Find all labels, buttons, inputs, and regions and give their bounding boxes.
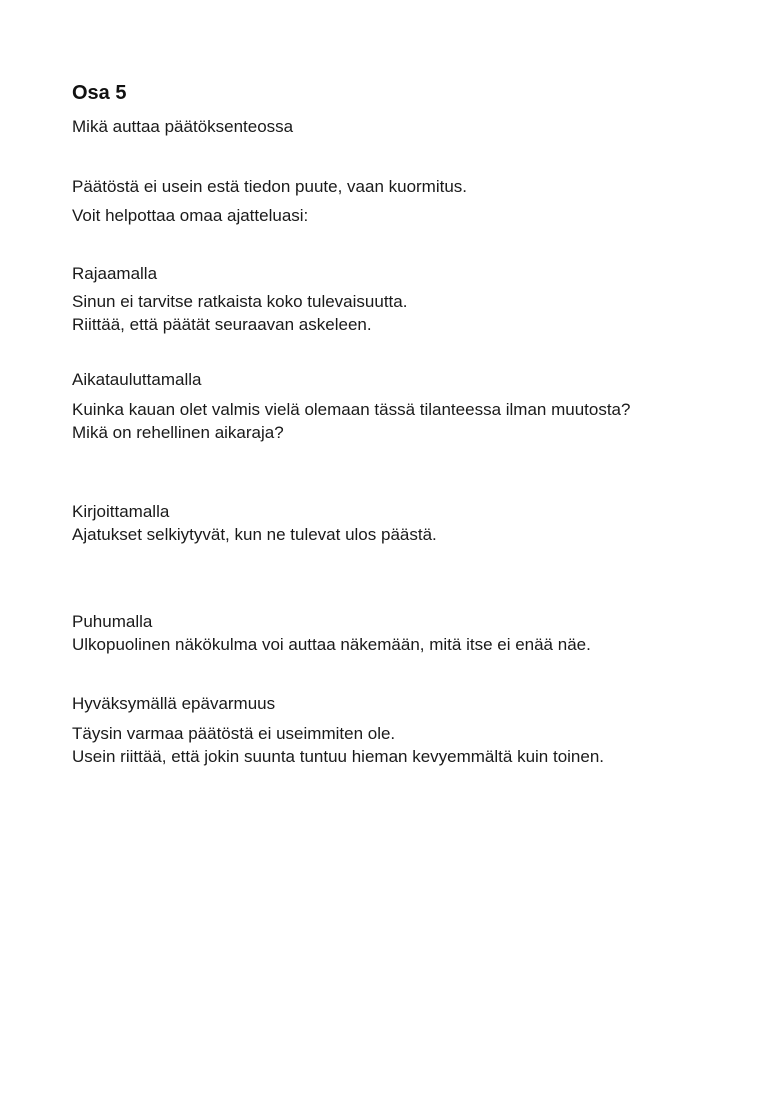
section-body [72, 523, 718, 546]
body-line: Kuinka kauan olet valmis vielä olemaan tässä tilanteessa ilman muutosta? [72, 400, 631, 419]
section-puhumalla [72, 610, 718, 656]
body-line: Usein riittää, että jokin suunta tuntuu hieman kevyemmältä kuin toinen. [72, 747, 605, 766]
page-subtitle: Mikä auttaa päätöksenteossa [72, 117, 294, 136]
section-heading: Puhumalla [72, 612, 153, 631]
section-heading: Aikatauluttamalla [72, 370, 202, 389]
section-heading: Rajaamalla [72, 264, 158, 283]
body-line: Täysin varmaa päätöstä ei useimmiten ole. [72, 724, 396, 743]
section-body [72, 633, 718, 656]
section-heading: Hyväksymällä epävarmuus [72, 694, 276, 713]
intro-line-2: Voit helpottaa omaa ajatteluasi: [72, 206, 309, 225]
section-body [72, 722, 718, 768]
section-body [72, 290, 718, 336]
body-line: Ulkopuolinen näkökulma voi auttaa näkemään, mitä itse ei enää näe. [72, 635, 591, 654]
section-aikatauluttamalla [72, 368, 718, 444]
intro-line-1: Päätöstä ei usein estä tiedon puute, vaan kuormitus. [72, 177, 468, 196]
section-kirjoittamalla [72, 500, 718, 546]
section-hyvaksymalla-epavarmuus [72, 692, 718, 768]
section-rajaamalla [72, 262, 718, 336]
body-line: Ajatukset selkiytyvät, kun ne tulevat ulos päästä. [72, 525, 437, 544]
body-line: Riittää, että päätät seuraavan askeleen. [72, 315, 372, 334]
section-heading: Kirjoittamalla [72, 502, 170, 521]
section-body [72, 398, 718, 444]
page-title: Osa 5 [72, 82, 127, 104]
body-line: Sinun ei tarvitse ratkaista koko tulevaisuutta. [72, 292, 408, 311]
body-line: Mikä on rehellinen aikaraja? [72, 423, 284, 442]
